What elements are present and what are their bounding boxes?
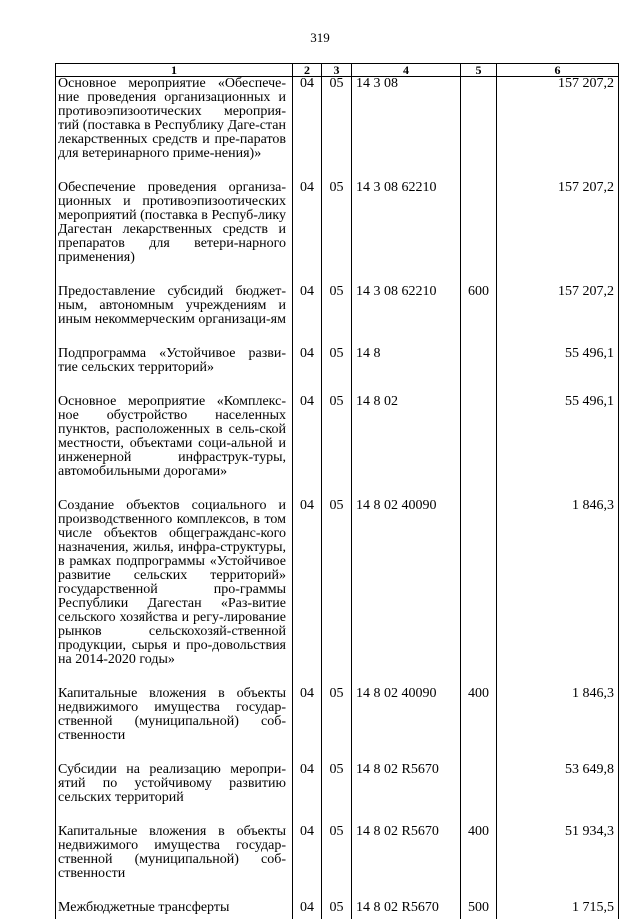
page-number: 319: [310, 30, 330, 45]
row-subsection: 05: [322, 901, 352, 919]
row-section: 04: [293, 687, 322, 763]
row-name: Создание объектов социального и производственного комплексов, в том числе объектов общегражданс-кого назначения, жилья, инфра-структуры, в рамках подпрограммы «Устойчивое развитие сельских территорий» государственной про-граммы Республики Дагестан «Раз-витие сельского хозяйства и регу-лирование рынков сельскохозяй-ственной продукции, сырья и про-довольствия на 2014-2020 годы»: [56, 499, 293, 687]
row-subsection: 05: [322, 347, 352, 395]
row-code: 14 8 02 R5670: [352, 825, 461, 901]
row-subsection: 05: [322, 395, 352, 499]
row-section: 04: [293, 825, 322, 901]
row-subsection: 05: [322, 825, 352, 901]
row-expense-type: 600: [461, 285, 497, 347]
row-expense-type: [461, 181, 497, 285]
table-row: [56, 763, 619, 825]
row-amount: 1 846,3: [497, 499, 619, 687]
row-subsection: 05: [322, 763, 352, 825]
row-section: 04: [293, 763, 322, 825]
row-name: Капитальные вложения в объекты недвижимого имущества государ-ственной (муниципальной) соб-ственности: [56, 825, 293, 901]
table-row: [56, 77, 619, 182]
row-expense-type: [461, 347, 497, 395]
row-code: 14 8 02 R5670: [352, 901, 461, 919]
header-col-6: 6: [497, 64, 619, 77]
row-amount: 157 207,2: [497, 181, 619, 285]
row-amount: 51 934,3: [497, 825, 619, 901]
row-code: 14 8 02 40090: [352, 687, 461, 763]
row-name: Основное мероприятие «Комплекс-ное обустройство населенных пунктов, расположенных в сель-ской местности, объектами соци-альной и инженерной инфраструк-туры, автомобильными дорогами»: [56, 395, 293, 499]
budget-table: [55, 63, 619, 919]
header-col-5: 5: [461, 64, 497, 77]
row-name: Межбюджетные трансферты: [56, 901, 293, 919]
row-amount: 55 496,1: [497, 395, 619, 499]
row-amount: 53 649,8: [497, 763, 619, 825]
header-col-3: 3: [322, 64, 352, 77]
row-section: 04: [293, 499, 322, 687]
row-name: Обеспечение проведения организа-ционных и противоэпизоотических мероприятий (поставка в Респуб-лику Дагестан лекарственных средств и препаратов для ветери-нарного применения): [56, 181, 293, 285]
row-subsection: 05: [322, 77, 352, 182]
table-row: [56, 181, 619, 285]
header-col-1: 1: [56, 64, 293, 77]
row-subsection: 05: [322, 285, 352, 347]
row-section: 04: [293, 395, 322, 499]
row-subsection: 05: [322, 687, 352, 763]
row-amount: 1 715,5: [497, 901, 619, 919]
row-section: 04: [293, 181, 322, 285]
row-name: Основное мероприятие «Обеспече-ние проведения организационных и противоэпизоотических мероприя-тий (поставка в Республику Даге-стан лекарственных средств и пре-паратов для ветеринарного приме-нения)»: [56, 77, 293, 182]
row-code: 14 3 08 62210: [352, 181, 461, 285]
row-expense-type: [461, 499, 497, 687]
table-row: [56, 825, 619, 901]
row-expense-type: [461, 395, 497, 499]
row-code: 14 3 08: [352, 77, 461, 182]
header-col-4: 4: [352, 64, 461, 77]
row-section: 04: [293, 77, 322, 182]
row-name: Предоставление субсидий бюджет-ным, автономным учреждениям и иным некоммерческим организаци-ям: [56, 285, 293, 347]
row-expense-type: 400: [461, 825, 497, 901]
row-code: 14 8 02: [352, 395, 461, 499]
row-name: Субсидии на реализацию меропри-ятий по устойчивому развитию сельских территорий: [56, 763, 293, 825]
row-expense-type: 400: [461, 687, 497, 763]
row-section: 04: [293, 901, 322, 919]
row-amount: 157 207,2: [497, 285, 619, 347]
row-code: 14 8: [352, 347, 461, 395]
row-code: 14 3 08 62210: [352, 285, 461, 347]
row-subsection: 05: [322, 499, 352, 687]
row-section: 04: [293, 285, 322, 347]
row-amount: 55 496,1: [497, 347, 619, 395]
row-expense-type: 500: [461, 901, 497, 919]
row-code: 14 8 02 R5670: [352, 763, 461, 825]
row-expense-type: [461, 77, 497, 182]
header-col-2: 2: [293, 64, 322, 77]
table-header-row: [56, 64, 619, 77]
row-expense-type: [461, 763, 497, 825]
table-row: [56, 687, 619, 763]
row-amount: 1 846,3: [497, 687, 619, 763]
table-row: [56, 901, 619, 919]
table-row: [56, 499, 619, 687]
row-section: 04: [293, 347, 322, 395]
row-amount: 157 207,2: [497, 77, 619, 182]
row-name: Подпрограмма «Устойчивое разви-тие сельских территорий»: [56, 347, 293, 395]
row-subsection: 05: [322, 181, 352, 285]
table-row: [56, 347, 619, 395]
table-row: [56, 395, 619, 499]
row-name: Капитальные вложения в объекты недвижимого имущества государ-ственной (муниципальной) соб-ственности: [56, 687, 293, 763]
row-code: 14 8 02 40090: [352, 499, 461, 687]
table-row: [56, 285, 619, 347]
